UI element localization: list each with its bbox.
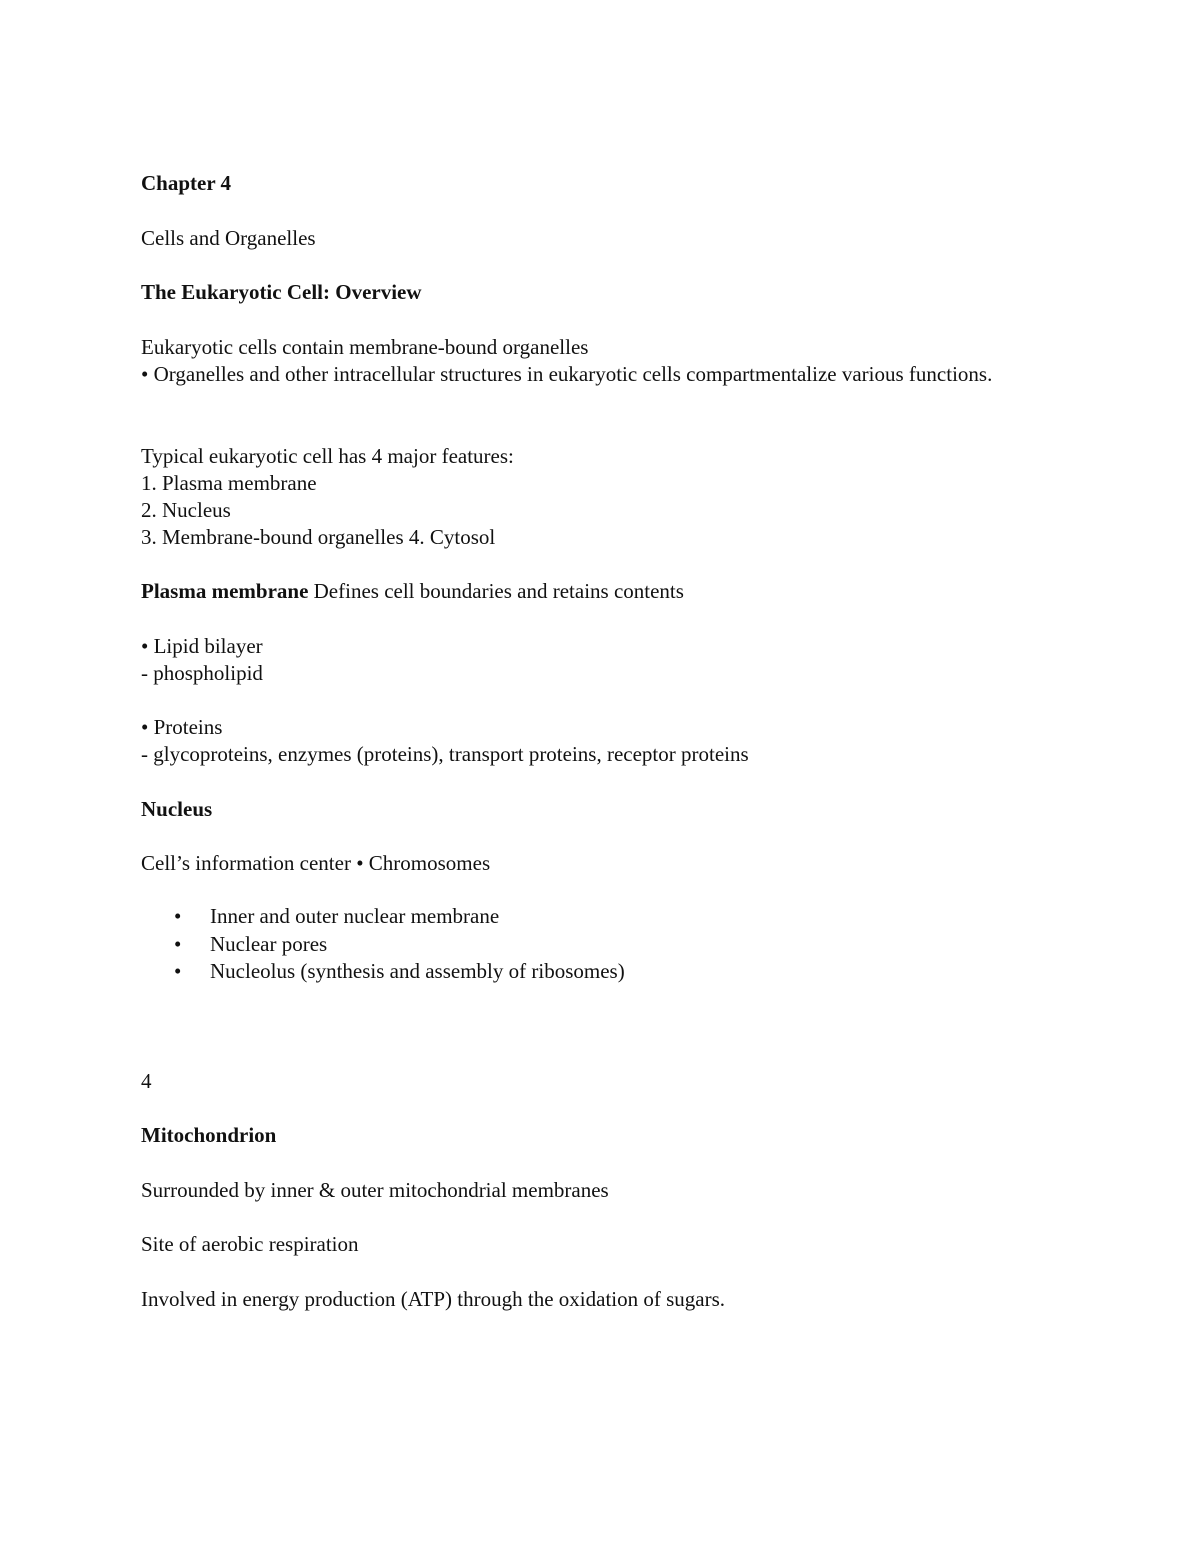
overview-bullet: • Organelles and other intracellular structures in eukaryotic cells compartmentalize various functions. [141, 362, 993, 386]
plasma-membrane-description: Defines cell boundaries and retains contents [308, 579, 684, 603]
mitochondrion-line-3: Involved in energy production (ATP) through the oxidation of sugars. [141, 1287, 726, 1311]
lipid-bilayer-sub: - phospholipid [141, 661, 263, 685]
nucleus-description: Cell’s information center • Chromosomes [141, 851, 491, 875]
bullet-icon: • [174, 931, 182, 956]
chapter-title: Cells and Organelles [141, 226, 316, 250]
chapter-heading: Chapter 4 [141, 171, 232, 195]
overview-intro: Eukaryotic cells contain membrane-bound organelles [141, 335, 589, 359]
list-item-text: Inner and outer nuclear membrane [210, 904, 500, 928]
plasma-membrane-line [141, 578, 684, 605]
bullet-icon: • [174, 959, 182, 983]
list-item-text: Nuclear pores [210, 931, 328, 956]
bullet-icon: • [174, 904, 182, 928]
lipid-bilayer-bullet: • Lipid bilayer [141, 634, 263, 658]
proteins-sub: - glycoproteins, enzymes (proteins), transport proteins, receptor proteins [141, 742, 749, 766]
mitochondrion-line-1: Surrounded by inner & outer mitochondrial membranes [141, 1178, 609, 1202]
plasma-membrane-heading: Plasma membrane [141, 579, 309, 603]
nucleus-heading: Nucleus [141, 797, 213, 821]
mitochondrion-line-2: Site of aerobic respiration [141, 1232, 359, 1256]
page-number: 4 [141, 1069, 152, 1093]
features-item-2: 2. Nucleus [141, 498, 231, 522]
features-intro: Typical eukaryotic cell has 4 major features: [141, 444, 514, 468]
proteins-bullet: • Proteins [141, 715, 223, 739]
mitochondrion-heading: Mitochondrion [141, 1123, 277, 1147]
overview-heading: The Eukaryotic Cell: Overview [141, 280, 422, 304]
features-item-3: 3. Membrane-bound organelles 4. Cytosol [141, 525, 496, 549]
features-item-1: 1. Plasma membrane [141, 471, 317, 495]
list-item-text: Nucleolus (synthesis and assembly of ribosomes) [210, 959, 625, 983]
